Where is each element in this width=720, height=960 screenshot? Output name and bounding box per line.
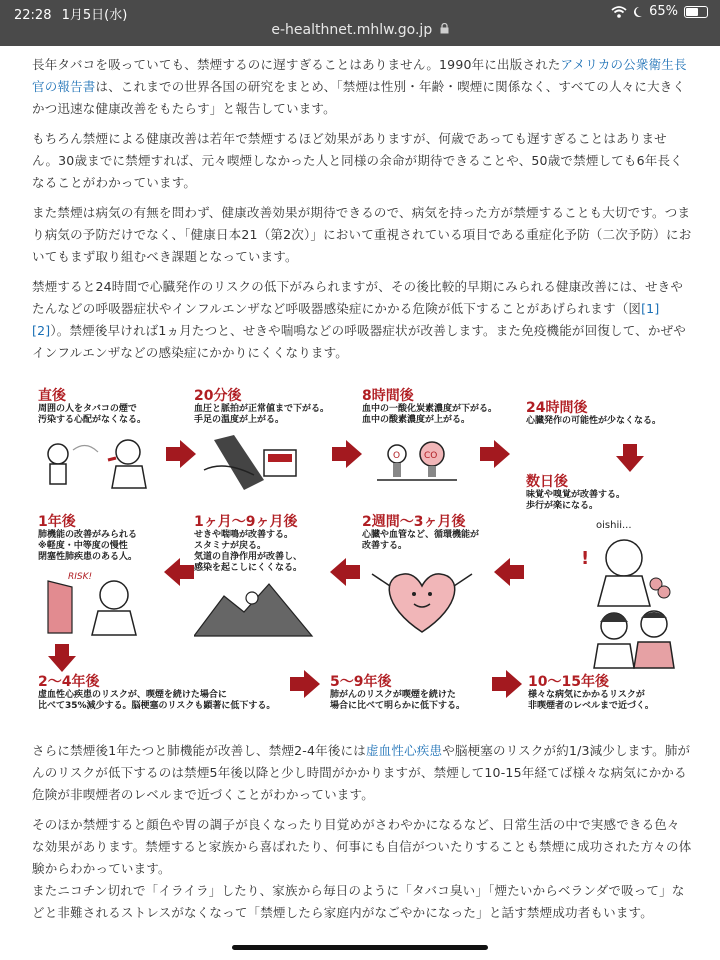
- arrow-right-icon: [290, 670, 320, 698]
- step-20-minutes: 20分後 血圧と脈拍が正常値まで下がる。 手足の温度が上がる。: [194, 388, 329, 504]
- eating-person-illustration: [526, 514, 676, 609]
- svg-text:oishii...: oishii...: [596, 520, 632, 531]
- arrow-left-icon: [330, 558, 360, 586]
- arrow-down-icon: [616, 444, 644, 472]
- arrow-right-icon: [166, 440, 196, 468]
- heart-character-illustration: [362, 556, 482, 636]
- date: 1月5日(水): [61, 8, 128, 23]
- step-5-9-years: 5〜9年後 肺がんのリスクが喫煙を続けた 場合に比べて明らかに低下する。: [330, 674, 466, 711]
- couple-illustration: [584, 604, 684, 670]
- risk-chart-illustration: [38, 567, 158, 637]
- people-smoke-illustration: [38, 430, 158, 490]
- paragraph-4: 禁煙すると24時間で心臓発作のリスクの低下がみられますが、その後比較的早期にみられる健康改善には、せきやたんなどの呼吸器症状やインフルエンザなど呼吸器感染症にかかる危険が低下することがあげられます（図[1][2]）。禁煙後早ければ1ヵ月たつと、せきや喘鳴などの呼吸器症状が改善します。また免疫機能が回復して、かぜやインフルエンザなどの感染症にかかりにくくなります。: [32, 279, 686, 360]
- wifi-icon: [611, 6, 627, 18]
- svg-text:!: !: [581, 548, 590, 569]
- mountain-climber-illustration: [194, 578, 314, 638]
- blood-pressure-illustration: [194, 430, 314, 500]
- step-2weeks-3months: 2週間〜3ヶ月後 心臓や血管など、循環機能が 改善する。: [362, 514, 482, 640]
- step-immediately: 直後 周囲の人をタバコの煙で 汚染する心配がなくなる。: [38, 388, 158, 494]
- url-text[interactable]: e-healthnet.mhlw.go.jp: [271, 22, 433, 38]
- step-1-year: 1年後 肺機能の改善がみられる ※軽度・中等度の慢性 閉塞性肺疾患のある人。 RISK!: [38, 514, 158, 641]
- paragraph-5: さらに禁煙後1年たつと肺機能が改善し、禁煙2-4年後には虚血性心疾患や脳梗塞のリスクが約1/3減少します。肺がんのリスクが低下するのは禁煙5年後以降と少し時間がかかりますが、禁煙して10-15年経てば様々な病気にかかる危険が非喫煙者のレベルまで近づくことがわかっています。: [32, 743, 691, 802]
- svg-text:O: O: [393, 451, 401, 461]
- quit-smoking-timeline: [32, 382, 692, 722]
- step-8-hours: 8時間後 血中の一酸化炭素濃度が下がる。 血中の酸素濃度が上がる。 O CO: [362, 388, 497, 494]
- arrow-right-icon: [332, 440, 362, 468]
- ischemic-heart-disease-link[interactable]: 虚血性心疾患: [365, 743, 443, 758]
- paragraph-1: 長年タバコを吸っていても、禁煙するのに遅すぎることはありません。1990年に出版されたアメリカの公衆衛生長官の報告書は、これまでの世界各国の研究をまとめ、「禁煙は性別・年齢・喫煙に関係なく、すべての人々に大きくかつ迅速な健康改善をもたらす」と報告しています。: [32, 57, 687, 116]
- step-10-15-years: 10〜15年後 様々な病気にかかるリスクが 非喫煙者のレベルまで近づく。: [528, 674, 654, 711]
- arrow-right-icon: [480, 440, 510, 468]
- article-top: [32, 54, 692, 372]
- paragraph-2: もちろん禁煙による健康改善は若年で禁煙するほど効果がありますが、何歳であっても遅すぎることはありません。30歳までに禁煙すれば、元々喫煙しなかった人と同様の余命が期待できることや、50歳で禁煙しても6年長くなることがわかっています。: [32, 131, 683, 190]
- address-bar[interactable]: [0, 22, 720, 38]
- reference-link[interactable]: [1][2]: [32, 301, 660, 338]
- battery-icon: [684, 6, 708, 18]
- clock: 22:28: [14, 8, 52, 23]
- svg-text:CO: CO: [424, 451, 438, 461]
- arrow-left-icon: [494, 558, 524, 586]
- status-time: [14, 4, 127, 23]
- step-24-hours: 24時間後 心臓発作の可能性が少なくなる。: [526, 400, 662, 426]
- paragraph-6: そのほか禁煙すると顔色や胃の調子が良くなったり目覚めがさわやかになるなど、日常生活の中で実感できる色々な効果があります。禁煙すると家族から喜ばれたり、何事にも自信がついたりすることも禁煙に成功された方々の体験からわかっています。 またニコチン切れで「イライラ」したり、家族から毎日のように「タバコ臭い」「煙たいからベランダで吸って」などと非難されるストレスがなくなって「禁煙したら家庭内がなごやかになった」と話す禁煙成功者もいます。: [32, 817, 692, 920]
- lightbulb-icon: [362, 430, 472, 490]
- surgeon-general-report-link[interactable]: アメリカの公衆衛生長官の報告書: [32, 57, 687, 94]
- home-indicator[interactable]: [232, 945, 488, 950]
- arrow-down-icon: [48, 644, 76, 672]
- status-right: [611, 4, 708, 19]
- status-bar: [0, 0, 720, 46]
- lock-icon: [440, 23, 449, 34]
- step-few-days: 数日後 味覚や嗅覚が改善する。 歩行が楽になる。 oishii... !: [526, 474, 676, 613]
- arrow-right-icon: [492, 670, 522, 698]
- arrow-left-icon: [164, 558, 194, 586]
- step-2-4-years: 2〜4年後 虚血性心疾患のリスクが、喫煙を続けた場合に 比べて35%減少する。脳梗塞のリスクも顕著に低下する。: [38, 674, 276, 711]
- svg-text:RISK!: RISK!: [68, 572, 93, 582]
- moon-icon: [633, 6, 643, 18]
- paragraph-3: また禁煙は病気の有無を問わず、健康改善効果が期待できるので、病気を持った方が禁煙することも大切です。つまり病気の予防だけでなく、「健康日本21（第2次）」において重視されている項目である重症化予防（二次予防）においてもまず取り組むべき課題となっています。: [32, 205, 692, 264]
- article-bottom: [32, 740, 692, 924]
- battery-percent: 65%: [649, 4, 678, 19]
- step-1-9-months: 1ヶ月〜9ヶ月後 せきや喘鳴が改善する。 スタミナが戻る。 気道の自浄作用が改善し、 感染を起こしにくくなる。: [194, 514, 314, 642]
